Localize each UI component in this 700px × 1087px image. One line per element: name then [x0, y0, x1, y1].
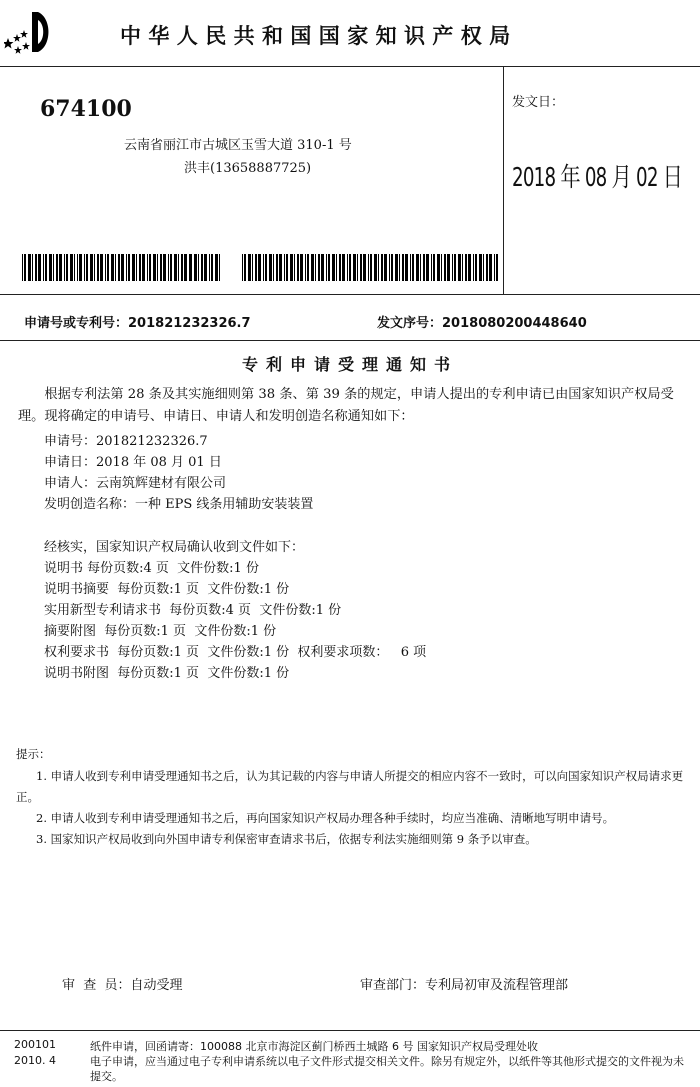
detail-invention-title: 发明创造名称：一种 EPS 线条用辅助安装装置: [44, 497, 314, 512]
tip-item: 2. 申请人收到专利申请受理通知书之后，再向国家知识产权局办理各种手续时，均应当准确、清晰地写明申请号。: [36, 811, 615, 825]
detail-application-number: 申请号：201821232326.7: [44, 434, 208, 449]
received-file: 说明书 每份页数:4 页 文件份数:1 份: [44, 561, 259, 576]
document-number-label: 发文序号：: [377, 316, 443, 331]
send-date-value: 2018 年 08 月 02 日: [512, 163, 683, 193]
footer-electronic-notice: 电子申请，应当通过电子专利申请系统以电子文件形式提交相关文件。除另有规定外，以纸件等其他形式提交的文件视为未提交。: [90, 1055, 684, 1083]
application-number-label: 申请号或专利号：: [24, 316, 129, 331]
reviewer: 审 查 员：自动受理: [62, 978, 183, 993]
ids-bottom-line: [0, 340, 700, 341]
send-date-label: 发文日：: [512, 95, 565, 110]
received-file: 说明书附图 每份页数:1 页 文件份数:1 份: [44, 666, 290, 681]
footer-code-1: 200101: [14, 1038, 56, 1051]
detail-applicant: 申请人：云南筑辉建材有限公司: [44, 476, 227, 491]
application-number: [24, 312, 251, 331]
recipient-address: 云南省丽江市古城区玉雪大道 310-1 号: [124, 138, 352, 153]
application-number-value: 201821232326.7: [128, 316, 251, 331]
postal-code: 674100: [40, 96, 132, 122]
address-block-bottom-line: [0, 294, 700, 295]
footer-code-2: 2010. 4: [14, 1054, 56, 1067]
header-divider: [0, 66, 700, 67]
received-intro: 经核实，国家知识产权局确认收到文件如下：: [44, 540, 305, 555]
tips-label: 提示：: [16, 747, 51, 761]
organization-name: 中华人民共和国国家知识产权局: [120, 24, 518, 48]
received-file: 实用新型专利请求书 每份页数:4 页 文件份数:1 份: [44, 603, 342, 618]
tip-item: 1. 申请人收到专利申请受理通知书之后，认为其记载的内容与申请人所提交的相应内容不一致时，可以向国家知识产权局请求更正。: [16, 769, 684, 804]
footer-divider: [0, 1030, 700, 1031]
document-number: [377, 312, 587, 331]
address-block-divider: [503, 66, 504, 294]
intro-paragraph: 根据专利法第 28 条及其实施细则第 38 条、第 39 条的规定，申请人提出的专利申请已由国家知识产权局受理。现将确定的申请号、申请日、申请人和发明创造名称通知如下：: [18, 387, 674, 424]
recipient-name: 洪丰(13658887725): [184, 161, 312, 176]
review-department: 审查部门：专利局初审及流程管理部: [360, 978, 569, 993]
tip-item: 3. 国家知识产权局收到向外国申请专利保密审查请求书后，依据专利法实施细则第 9 条予以审查。: [36, 832, 537, 846]
footer-paper-notice: 纸件申请，回函请寄：100088 北京市海淀区蓟门桥西土城路 6 号 国家知识产权局受理处收: [90, 1040, 538, 1053]
document-number-value: 2018080200448640: [442, 316, 587, 331]
received-file: 权利要求书 每份页数:1 页 文件份数:1 份 权利要求项数： 6 项: [44, 645, 427, 660]
received-file: 说明书摘要 每份页数:1 页 文件份数:1 份: [44, 582, 290, 597]
barcode-left: [22, 254, 222, 281]
notice-title: 专利申请受理通知书: [241, 355, 458, 374]
barcode-right: [242, 254, 500, 281]
received-file: 摘要附图 每份页数:1 页 文件份数:1 份: [44, 624, 277, 639]
cnipa-logo: [4, 8, 54, 56]
detail-application-date: 申请日：2018 年 08 月 01 日: [44, 455, 222, 470]
